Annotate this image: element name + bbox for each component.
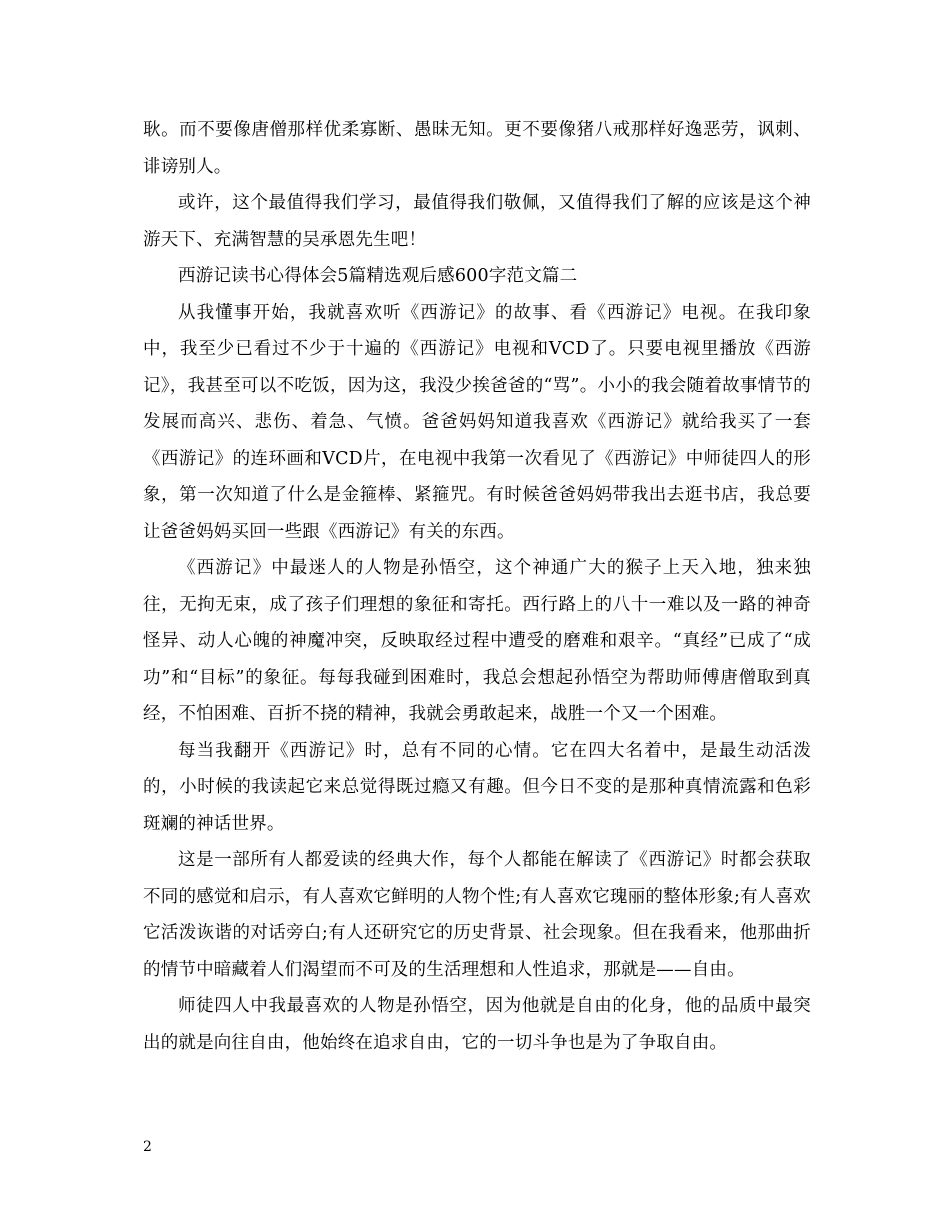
paragraph-2: 或许，这个最值得我们学习，最值得我们敬佩，又值得我们了解的应该是这个神游天下、充满智慧的吴承恩先生吧！: [143, 193, 811, 250]
paragraph-1: 耿。而不要像唐僧那样优柔寡断、愚昧无知。更不要像猪八戒那样好逸恶劳，讽刺、诽谤别人。: [143, 120, 811, 177]
page-number: 2: [143, 1139, 152, 1155]
paragraph-4: 《西游记》中最迷人的人物是孙悟空，这个神通广大的猴子上天入地，独来独往，无拘无束，成了孩子们理想的象征和寄托。西行路上的八十一难以及一路的神奇怪异、动人心魄的神魔冲突，反映取经过程中遭受的磨难和艰辛。“真经”已成了“成功”和“目标”的象征。每每我碰到困难时，我总会想起孙悟空为帮助师傅唐僧取到真经，不怕困难、百折不挠的精神，我就会勇敢起来，战胜一个又一个困难。: [143, 558, 811, 724]
paragraph-6: 这是一部所有人都爱读的经典大作，每个人都能在解读了《西游记》时都会获取不同的感觉和启示，有人喜欢它鲜明的人物个性;有人喜欢它瑰丽的整体形象;有人喜欢它活泼诙谐的对话旁白;有人还研究它的历史背景、社会现象。但在我看来，他那曲折的情节中暗藏着人们渴望而不可及的生活理想和人性追求，那就是——自由。: [143, 850, 811, 980]
paragraph-5: 每当我翻开《西游记》时，总有不同的心情。它在四大名着中，是最生动活泼的，小时候的我读起它来总觉得既过瘾又有趣。但今日不变的是那种真情流露和色彩斑斓的神话世界。: [143, 740, 811, 834]
section-heading: 西游记读书心得体会5篇精选观后感600字范文篇二: [178, 266, 578, 286]
paragraph-7: 师徒四人中我最喜欢的人物是孙悟空，因为他就是自由的化身，他的品质中最突出的就是向往自由，他始终在追求自由，它的一切斗争也是为了争取自由。: [143, 996, 811, 1053]
document-body: [143, 112, 811, 1061]
paragraph-3: 从我懂事开始，我就喜欢听《西游记》的故事、看《西游记》电视。在我印象中，我至少已看过不少于十遍的《西游记》电视和VCD了。只要电视里播放《西游记》，我甚至可以不吃饭，因为这，我没少挨爸爸的“骂”。小小的我会随着故事情节的发展而高兴、悲伤、着急、气愤。爸爸妈妈知道我喜欢《西游记》就给我买了一套《西游记》的连环画和VCD片，在电视中我第一次看见了《西游记》中师徒四人的形象，第一次知道了什么是金箍棒、紧箍咒。有时候爸爸妈妈带我出去逛书店，我总要让爸爸妈妈买回一些跟《西游记》有关的东西。: [143, 302, 811, 542]
